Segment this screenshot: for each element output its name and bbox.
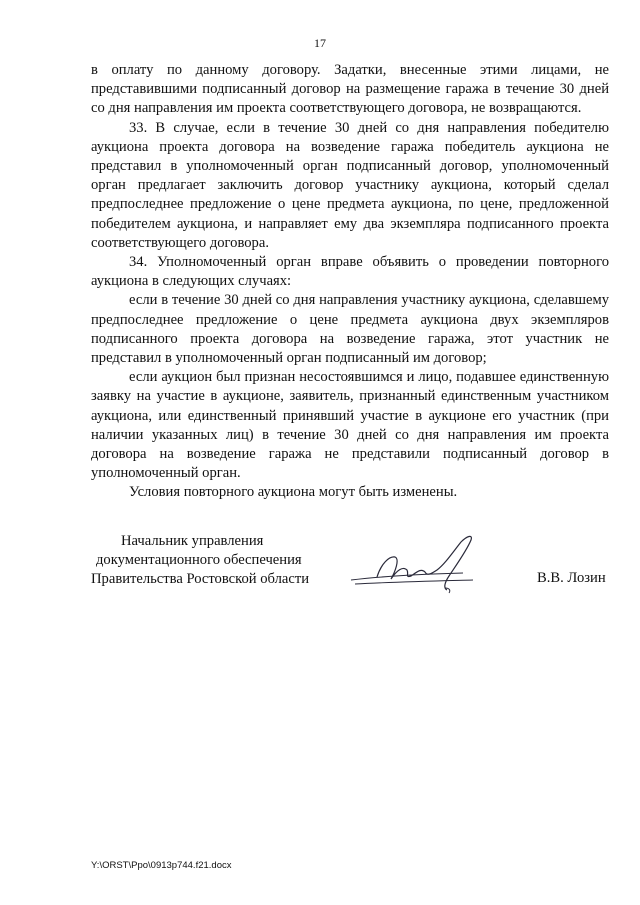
signatory-title-line: Правительства Ростовской области — [91, 571, 310, 588]
signer-name: В.В. Лозин — [537, 570, 606, 586]
paragraph-34: 34. Уполномоченный орган вправе объявить о проведении повторного аукциона в следующих случаях: — [91, 254, 609, 290]
paragraph-33: 33. В случае, если в течение 30 дней со дня направления победителю аукциона проекта договора на возведение гаража победитель аукциона не представил в уполномоченный орган подписанный договор, уполномоченный орган предлагает заключить договор участнику аукциона, который сделал предпоследнее предложение о цене предмета аукциона, по цене, предложенной победителем аукциона, и направляет ему два экземпляра подписанного проекта соответствующего договора. — [91, 119, 609, 251]
paragraph-case-1: если в течение 30 дней со дня направления участнику аукциона, сделавшему предпоследнее предложение о цене предмета аукциона двух экземпляров подписанного проекта договора на возведение гаража, этот участник не представил в уполномоченный орган подписанный им договор; — [91, 292, 609, 367]
handwritten-signature — [345, 530, 495, 596]
paragraph-continuation: в оплату по данному договору. Задатки, внесенные этими лицами, не представившими подписанный договор на размещение гаража в течение 30 дней со дня направления им проекта соответствующего договора, не возвращаются. — [91, 62, 609, 117]
signatory-title-line: документационного обеспечения — [96, 552, 302, 569]
paragraph-case-2: если аукцион был признан несостоявшимся и лицо, подавшее единственную заявку на участие в аукционе, заявитель, признанный единственным участником аукциона, или единственный принявший участие в аукционе его участник (при наличии указанных лиц) в течение 30 дней со дня направления им проекта договора на возведение гаража не представили подписанный договор в уполномоченный орган. — [91, 369, 609, 482]
paragraph-conditions: Условия повторного аукциона могут быть изменены. — [129, 484, 458, 501]
document-body — [91, 61, 609, 503]
file-path: Y:\ORST\Ppo\0913p744.f21.docx — [91, 860, 232, 871]
signatory-title — [91, 532, 309, 590]
page-number: 17 — [314, 36, 326, 50]
signatory-title-line: Начальник управления — [121, 533, 264, 549]
